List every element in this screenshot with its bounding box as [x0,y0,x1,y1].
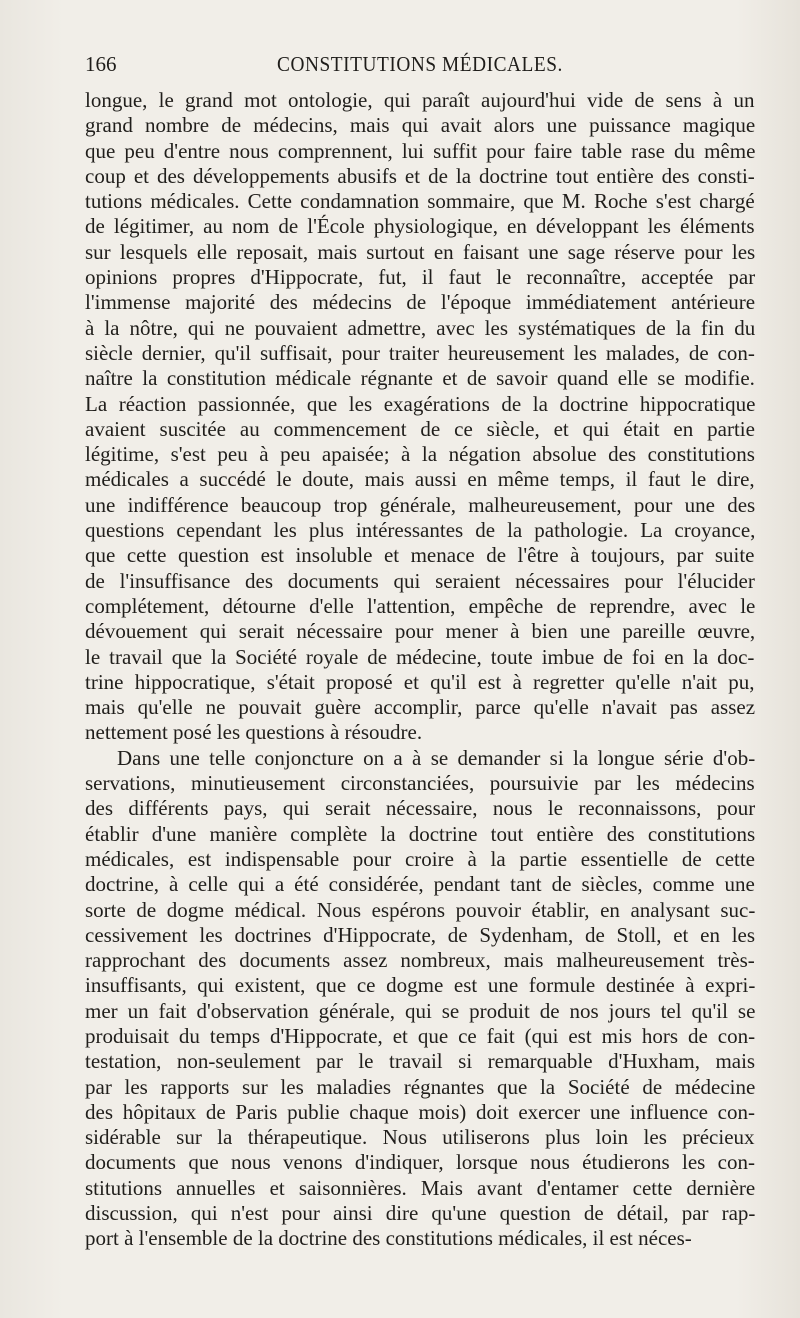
text-line: doctrine, à celle qui a été considérée, pendant tant de siècles, comme une [85,872,755,897]
text-line: légitime, s'est peu à peu apaisée; à la négation absolue des constitutions [85,442,755,467]
text-line: par les rapports sur les maladies régnantes que la Société de médecine [85,1074,755,1099]
text-line: que peu d'entre nous comprennent, lui suffit pour faire table rase du même [85,138,755,163]
text-line: stitutions annuelles et saisonnières. Mais avant d'entamer cette dernière [85,1175,755,1200]
text-line: Dans une telle conjoncture on a à se demander si la longue série d'ob- [117,745,755,770]
page-number: 166 [85,52,117,76]
text-line: que cette question est insoluble et menace de l'être à toujours, par suite [85,543,755,568]
running-head: CONSTITUTIONS MÉDICALES. [277,52,563,76]
text-line: rapprochant des documents assez nombreux, mais malheureusement très- [85,948,755,973]
text-line: insuffisants, qui existent, que ce dogme est une formule destinée à expri- [85,973,755,998]
text-line: sorte de dogme médical. Nous espérons pouvoir établir, en analysant suc- [85,897,755,922]
text-line: discussion, qui n'est pour ainsi dire qu'une question de détail, par rap- [85,1201,755,1226]
text-line: des différents pays, qui serait nécessaire, nous le reconnaissons, pour [85,796,755,821]
text-line: complétement, détourne d'elle l'attention, empêche de reprendre, avec le [85,593,755,618]
text-line: mais qu'elle ne pouvait guère accomplir, parce qu'elle n'avait pas assez [85,695,755,720]
text-line: siècle dernier, qu'il suffisait, pour traiter heureusement les malades, de con- [85,340,755,365]
text-line: coup et des développements abusifs et de la doctrine tout entière des consti- [85,163,755,188]
text-line: produisait du temps d'Hippocrate, et que ce fait (qui est mis hors de con- [85,1023,755,1048]
text-line: nettement posé les questions à résoudre. [85,720,423,745]
text-line: une indifférence beaucoup trop générale, malheureusement, pour une des [85,492,755,517]
text-line: tutions médicales. Cette condamnation sommaire, que M. Roche s'est chargé [85,189,755,214]
text-line: médicales, est indispensable pour croire à la partie essentielle de cette [85,846,755,871]
text-line: médicales a succédé le doute, mais aussi en même temps, il faut le dire, [85,467,755,492]
text-line: à la nôtre, qui ne pouvaient admettre, avec les systématiques de la fin du [85,315,755,340]
text-line: dévouement qui serait nécessaire pour mener à bien une pareille œuvre, [85,619,755,644]
text-line: trine hippocratique, s'était proposé et qu'il est à regretter qu'elle n'ait pu, [85,669,755,694]
text-line: testation, non-seulement par le travail si remarquable d'Huxham, mais [85,1049,755,1074]
text-line: des hôpitaux de Paris publie chaque mois) doit exercer une influence con- [85,1099,755,1124]
page-header [85,52,755,82]
body-text [85,88,755,1252]
text-line: documents que nous venons d'indiquer, lorsque nous étudierons les con- [85,1150,755,1175]
text-line: cessivement les doctrines d'Hippocrate, de Sydenham, de Stoll, et en les [85,922,755,947]
paragraph [85,88,755,746]
text-line: naître la constitution médicale régnante et de savoir quand elle se modifie. [85,366,755,391]
text-line: de l'insuffisance des documents qui seraient nécessaires pour l'élucider [85,568,755,593]
text-line: sur lesquels elle reposait, mais surtout en faisant une sage réserve pour les [85,239,755,264]
text-line: opinions propres d'Hippocrate, fut, il faut le reconnaître, acceptée par [85,265,755,290]
text-line: servations, minutieusement circonstanciées, poursuivie par les médecins [85,771,755,796]
paragraph [85,746,755,1252]
text-line: avaient suscitée au commencement de ce siècle, et qui était en partie [85,416,755,441]
text-line: port à l'ensemble de la doctrine des constitutions médicales, il est néces- [85,1226,692,1251]
text-line: La réaction passionnée, que les exagérations de la doctrine hippocratique [85,391,755,416]
text-line: établir d'une manière complète la doctrine tout entière des constitutions [85,821,755,846]
text-line: longue, le grand mot ontologie, qui paraît aujourd'hui vide de sens à un [85,88,755,112]
text-line: mer un fait d'observation générale, qui se produit de nos jours tel qu'il se [85,998,755,1023]
text-line: sidérable sur la thérapeutique. Nous utiliserons plus loin les précieux [85,1125,755,1150]
text-line: grand nombre de médecins, mais qui avait alors une puissance magique [85,113,755,138]
text-line: l'immense majorité des médecins de l'époque immédiatement antérieure [85,290,755,315]
text-line: de légitimer, au nom de l'École physiologique, en développant les éléments [85,214,755,239]
text-line: questions cependant les plus intéressantes de la pathologie. La croyance, [85,518,755,543]
text-line: le travail que la Société royale de médecine, toute imbue de foi en la doc- [85,644,755,669]
